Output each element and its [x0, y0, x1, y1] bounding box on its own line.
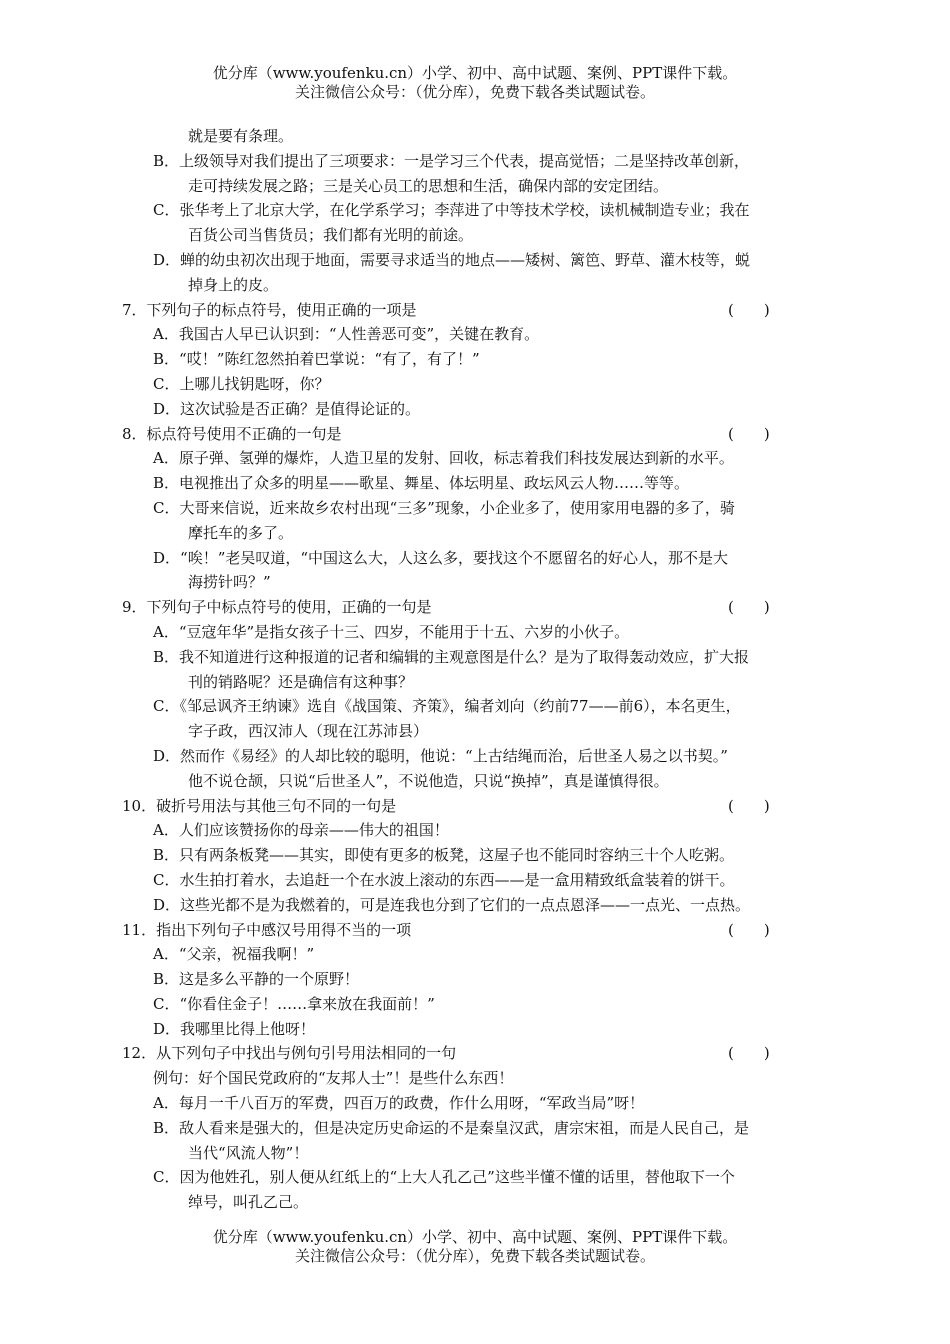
- q8-option-c-continuation: 摩托车的多了。: [188, 523, 294, 542]
- q10-option-d: D．这些光都不是为我燃着的，可是连我也分到了它们的一点点恩泽——一点光、一点热。: [153, 895, 751, 914]
- q9-option-d-continuation: 他不说仓颉，只说“后世圣人”，不说他造，只说“换掉”，真是谨慎得很。: [188, 771, 669, 790]
- answer-bracket: ( ): [728, 424, 770, 443]
- q8-option-d-continuation: 海捞针吗？”: [188, 573, 271, 592]
- q6-option-d-continuation: 掉身上的皮。: [188, 275, 279, 294]
- q8-option-c: C．大哥来信说，近来故乡农村出现“三多”现象，小企业多了，使用家用电器的多了，骑: [153, 498, 735, 517]
- q6-option-c: C．张华考上了北京大学，在化学系学习；李萍进了中等技术学校，读机械制造专业；我在: [153, 201, 750, 220]
- q11-option-a: A．“父亲，祝福我啊！”: [153, 945, 315, 964]
- q8-stem: 8．标点符号使用不正确的一句是 ( ): [122, 422, 842, 447]
- q10-option-c: C．水生拍打着水，去追赶一个在水波上滚动的东西——是一盒用精致纸盒装着的饼干。: [153, 870, 735, 889]
- q9-option-b: B．我不知道进行这种报道的记者和编辑的主观意图是什么？是为了取得轰动效应，扩大报: [153, 647, 750, 666]
- q12-option-b: B．敌人看来是强大的，但是决定历史命运的不是秦皇汉武，唐宗宋祖，而是人民自己，是: [153, 1118, 750, 1137]
- answer-bracket: ( ): [728, 796, 770, 815]
- q7-option-d: D．这次试验是否正确？是值得论证的。: [153, 399, 421, 418]
- q10-option-a: A．人们应该赞扬你的母亲——伟大的祖国！: [153, 821, 449, 840]
- q8-option-a: A．原子弹、氢弹的爆炸，人造卫星的发射、回收，标志着我们科技发展达到新的水平。: [153, 449, 734, 468]
- q10-option-b: B．只有两条板凳——其实，即使有更多的板凳，这屋子也不能同时容纳三十个人吃粥。: [153, 846, 735, 865]
- header-line-1: 优分库（www.youfenku.cn）小学、初中、高中试题、案例、PPT课件下载。: [212, 64, 738, 82]
- q10-stem: 10．破折号用法与其他三句不同的一句是 ( ): [122, 794, 842, 819]
- answer-bracket: ( ): [728, 1044, 770, 1063]
- q12-option-a: A．每月一千八百万的军费，四百万的政费，作什么用呀，“军政当局”呀！: [153, 1094, 645, 1113]
- q12-example: 例句：好个国民党政府的“友邦人士”！是些什么东西！: [153, 1069, 514, 1088]
- answer-bracket: ( ): [728, 920, 770, 939]
- q9-option-d: D．然而作《易经》的人却比较的聪明，他说：“上古结绳而治，后世圣人易之以书契。”: [153, 746, 728, 765]
- document-body: [122, 124, 842, 1215]
- q6-option-b: B．上级领导对我们提出了三项要求：一是学习三个代表，提高觉悟；二是坚持改革创新，: [153, 151, 750, 170]
- q9-stem: 9．下列句子中标点符号的使用，正确的一句是 ( ): [122, 595, 842, 620]
- q7-option-c: C．上哪儿找钥匙呀，你？: [153, 374, 330, 393]
- q9-option-c-continuation: 字子政，西汉沛人（现在江苏沛县）: [188, 722, 429, 741]
- q8-option-d: D．“唉！”老吴叹道，“中国这么大，人这么多，要找这个不愿留名的好心人，那不是大: [153, 548, 729, 567]
- q12-option-b-continuation: 当代“风流人物”！: [188, 1143, 309, 1162]
- q11-option-b: B．这是多么平静的一个原野！: [153, 970, 360, 989]
- q11-option-d: D．我哪里比得上他呀！: [153, 1019, 316, 1038]
- q6-option-a-continuation: 就是要有条理。: [188, 127, 294, 145]
- q7-stem: 7．下列句子的标点符号，使用正确的一项是 ( ): [122, 298, 842, 323]
- q6-option-c-continuation: 百货公司当售货员；我们都有光明的前途。: [188, 226, 474, 245]
- answer-bracket: ( ): [728, 598, 770, 617]
- q7-option-a: A．我国古人早已认识到：“人性善恶可变”，关键在教育。: [153, 325, 540, 344]
- q12-option-c-continuation: 绰号，叫孔乙己。: [188, 1193, 309, 1212]
- q8-option-b: B．电视推出了众多的明星——歌星、舞星、体坛明星、政坛风云人物……等等。: [153, 474, 690, 493]
- footer-line-2: 关注微信公众号：（优分库），免费下载各类试题试卷。: [294, 1247, 655, 1265]
- q11-option-c: C．“你看住金子！……拿来放在我面前！”: [153, 994, 435, 1013]
- q9-option-b-continuation: 刊的销路呢？还是确信有这种事？: [188, 672, 414, 691]
- q9-option-a: A．“豆寇年华”是指女孩子十三、四岁，不能用于十五、六岁的小伙子。: [153, 622, 630, 641]
- q6-option-d: D．蝉的幼虫初次出现于地面，需要寻求适当的地点——矮树、篱笆、野草、灌木枝等，蜕: [153, 250, 751, 269]
- q7-option-b: B．“哎！”陈红忽然拍着巴掌说：“有了，有了！”: [153, 350, 480, 369]
- q6-option-b-continuation: 走可持续发展之路；三是关心员工的思想和生活，确保内部的安定团结。: [188, 176, 669, 195]
- q12-stem: 12．从下列句子中找出与例句引号用法相同的一句 ( ): [122, 1041, 842, 1066]
- q11-stem: 11．指出下列句子中感汉号用得不当的一项 ( ): [122, 918, 842, 943]
- page-header: [0, 64, 950, 102]
- footer-line-1: 优分库（www.youfenku.cn）小学、初中、高中试题、案例、PPT课件下载。: [212, 1228, 738, 1246]
- q9-option-c: C．《邹忌讽齐王纳谏》选自《战国策、齐策》，编者刘向（约前77——前6），本名更生，: [153, 697, 741, 716]
- header-line-2: 关注微信公众号：（优分库），免费下载各类试题试卷。: [294, 83, 655, 101]
- page-footer: [0, 1228, 950, 1266]
- q12-option-c: C．因为他姓孔，别人便从红纸上的“上大人孔乙己”这些半懂不懂的话里，替他取下一个: [153, 1168, 735, 1187]
- answer-bracket: ( ): [728, 300, 770, 319]
